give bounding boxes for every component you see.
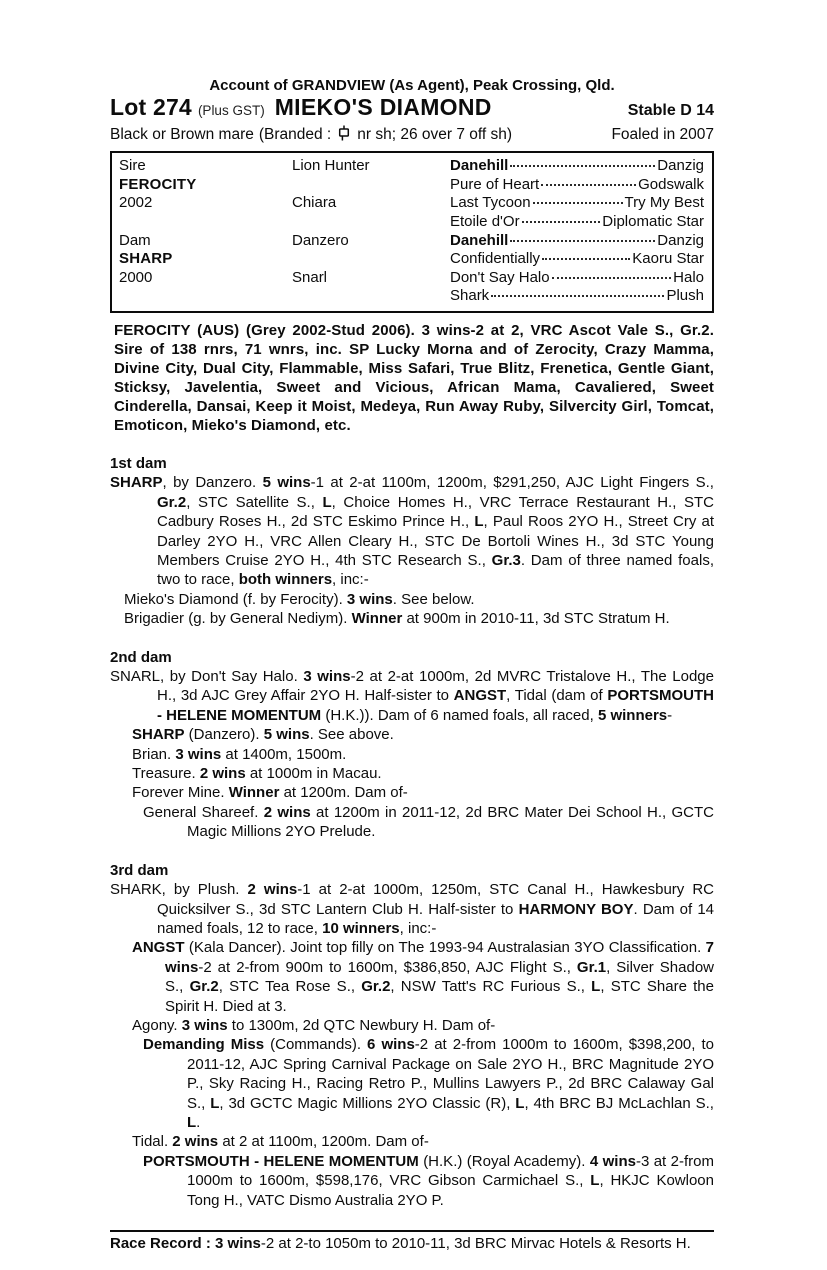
pedigree-paragraph: PORTSMOUTH - HELENE MOMENTUM (H.K.) (Royal Academy). 4 wins-3 at 2-from 1000m to 1600m, $598,176, VRC Gibson Carmichael S., L, HKJC Kowloon Tong H., VATC Dismo Australia 2YO P. (143, 1152, 714, 1209)
pedigree-generation1-cell (119, 287, 292, 306)
pedigree-generation1-cell: Sire (119, 157, 146, 175)
ancestor-sire-name: Godswalk (638, 175, 704, 193)
pedigree-generation2-cell: Snarl (292, 268, 328, 286)
pedigree-generation3-cell (450, 287, 704, 306)
pedigree-generation3-cell (450, 269, 704, 288)
pedigree-generation1-cell: SHARP (119, 250, 173, 268)
ancestor-sire-name: Danzig (657, 157, 704, 175)
ancestor-name: Confidentially (450, 250, 541, 268)
ancestor-sire-name: Danzig (657, 231, 704, 249)
description-row (110, 123, 714, 144)
ancestor-name: Don't Say Halo (450, 268, 550, 286)
pedigree-generation2-cell: Lion Hunter (292, 157, 370, 175)
sire-summary-paragraph: FEROCITY (AUS) (Grey 2002-Stud 2006). 3 wins-2 at 2, VRC Ascot Vale S., Gr.2. Sire of 138 rnrs, 71 wnrs, inc. SP Lucky Morna and of Zerocity, Crazy Mamma, Divine City, Dual City, Flammable, Miss Safari, True Blitz, Frenetica, Gentle Giant, Sticksy, Javelentia, Sweet and Vicious, African Mama, Cavaliered, Sweet Cinderella, Dansai, Keep it Moist, Medeya, Run Away Ruby, Silvercity Girl, Tomcat, Emoticon, Mieko's Diamond, etc. (114, 321, 714, 434)
pedigree-paragraph: Brian. 3 wins at 1400m, 1500m. (132, 745, 347, 763)
dam-section (110, 648, 714, 842)
pedigree-generation2-cell: Danzero (292, 231, 349, 249)
pedigree-paragraph: ANGST (Kala Dancer). Joint top filly on The 1993-94 Australasian 3YO Classification. 7 wins-2 at 2-from 900m to 1600m, $386,850, AJC Flight S., Gr.1, Silver Shadow S., Gr.2, STC Tea Rose S., Gr.2, NSW Tatt's RC Furious S., L, STC Share the Spirit H. Died at 3. (132, 939, 715, 1015)
ancestor-name: Last Tycoon (450, 194, 531, 212)
pedigree-generation1-cell: FEROCITY (119, 175, 197, 193)
catalog-page (110, 0, 714, 1253)
ancestor-sire-name: Plush (666, 287, 704, 305)
ancestor-sire-name: Try My Best (624, 194, 704, 212)
horse-description (110, 123, 512, 144)
dam-section-heading: 3rd dam (110, 861, 169, 879)
pedigree-table (119, 157, 704, 306)
pedigree-generation3-cell (450, 232, 704, 251)
pedigree-generation1-cell: 2002 (119, 194, 153, 212)
dam-section-heading: 2nd dam (110, 648, 172, 666)
dam-sections (110, 454, 714, 1210)
sire-summary (110, 321, 714, 435)
pedigree-paragraph: Tidal. 2 wins at 2 at 1100m, 1200m. Dam of- (132, 1133, 429, 1151)
dotted-leader (542, 258, 630, 260)
ancestor-name: Danehill (450, 157, 509, 175)
dotted-leader (522, 221, 601, 223)
pedigree-paragraph: General Shareef. 2 wins at 1200m in 2011-12, 2d BRC Mater Dei School H., GCTC Magic Millions 2YO Prelude. (143, 803, 714, 841)
gst-note: (Plus GST) (197, 103, 265, 119)
pedigree-paragraph: SHARK, by Plush. 2 wins-1 at 2-at 1000m, 1250m, STC Canal H., Hawkesbury RC Quicksilver S., 3d STC Lantern Club H. Half-sister to HARMONY BOY. Dam of 14 named foals, 12 to race, 10 winners, inc:- (110, 881, 715, 937)
pedigree-generation2-cell (292, 176, 450, 195)
pedigree-generation1-cell (119, 213, 292, 232)
dotted-leader (510, 240, 655, 242)
horse-name: MIEKO'S DIAMOND (274, 94, 492, 121)
pedigree-paragraph: SHARP (Danzero). 5 wins. See above. (132, 726, 394, 744)
pedigree-paragraph: Brigadier (g. by General Nediym). Winner at 900m in 2010-11, 3d STC Stratum H. (124, 610, 670, 628)
pedigree-generation2-cell (292, 287, 450, 306)
dotted-leader (552, 277, 672, 279)
pedigree-generation3-cell (450, 213, 704, 232)
pedigree-generation1-cell: Dam (119, 231, 151, 249)
ancestor-sire-name: Diplomatic Star (602, 213, 704, 230)
dotted-leader (533, 202, 623, 204)
pedigree-box (110, 151, 714, 313)
color-sex-text: Black or Brown mare (110, 125, 254, 143)
pedigree-generation3-cell (450, 157, 704, 176)
horse-brand-icon (338, 125, 350, 146)
lot-number: Lot 274 (110, 94, 192, 121)
pedigree-paragraph: SHARP, by Danzero. 5 wins-1 at 2-at 1100m, 1200m, $291,250, AJC Light Fingers S., Gr.2, STC Satellite S., L, Choice Homes H., VRC Terrace Restaurant H., STC Cadbury Roses H., 2d STC Eskimo Prince H., L, Paul Roos 2YO H., Street Cry at Darley 2YO H., VRC Allen Cleary H., STC De Bortoli Wines H., 3d STC Young Members Cruise 2YO H., 4th STC Research S., Gr.3. Dam of three named foals, two to race, both winners, inc:- (110, 474, 714, 589)
ancestor-sire-name: Halo (673, 268, 704, 286)
dam-section (110, 861, 714, 1210)
brand-suffix: nr sh; 26 over 7 off sh) (357, 125, 513, 143)
race-record-divider (110, 1230, 714, 1232)
pedigree-generation3-cell (450, 176, 704, 195)
ancestor-name: Shark (450, 287, 490, 305)
account-line: Account of GRANDVIEW (As Agent), Peak Crossing, Qld. (209, 77, 615, 94)
pedigree-generation2-cell: Chiara (292, 194, 337, 212)
dotted-leader (541, 184, 636, 186)
pedigree-paragraph: Agony. 3 wins to 1300m, 2d QTC Newbury H. Dam of- (132, 1016, 496, 1034)
dam-section-heading: 1st dam (110, 454, 167, 472)
pedigree-generation2-cell (292, 250, 450, 269)
race-record-paragraph: Race Record : 3 wins-2 at 2-to 1050m to 2010-11, 3d BRC Mirvac Hotels & Resorts H. (110, 1235, 691, 1252)
dam-section (110, 454, 714, 629)
ancestor-sire-name: Kaoru Star (632, 250, 704, 268)
pedigree-generation2-cell (292, 213, 450, 232)
stable-label: Stable D 14 (627, 102, 714, 120)
pedigree-paragraph: SNARL, by Don't Say Halo. 3 wins-2 at 2-at 1000m, 2d MVRC Tristalove H., The Lodge H., 3d AJC Grey Affair 2YO H. Half-sister to ANGST, Tidal (dam of PORTSMOUTH - HELENE MOMENTUM (H.K.)). Dam of 6 named foals, all raced, 5 winners- (110, 668, 714, 724)
lot-header-row (110, 94, 714, 121)
pedigree-paragraph: Mieko's Diamond (f. by Ferocity). 3 wins. See below. (124, 590, 475, 608)
foaled-label: Foaled in 2007 (611, 125, 714, 143)
ancestor-name: Etoile d'Or (450, 213, 520, 230)
brand-prefix: (Branded : (258, 125, 332, 143)
ancestor-name: Danehill (450, 231, 509, 249)
ancestor-name: Pure of Heart (450, 175, 540, 193)
pedigree-generation3-cell (450, 194, 704, 213)
pedigree-generation1-cell: 2000 (119, 268, 153, 286)
pedigree-paragraph: Demanding Miss (Commands). 6 wins-2 at 2-from 1000m to 1600m, $398,200, to 2011-12, AJC Spring Carnival Package on Sale 2YO H., BRC Magnitude 2YO P., Sky Racing H., Racing Retro P., Mullins Lawyers P., 2d BRC Calaway Gal S., L, 3d GCTC Magic Millions 2YO Classic (R), L, 4th BRC BJ McLachlan S., L. (143, 1036, 715, 1131)
pedigree-paragraph: Treasure. 2 wins at 1000m in Macau. (132, 765, 382, 783)
pedigree-generation3-cell (450, 250, 704, 269)
dotted-leader (491, 295, 664, 297)
pedigree-paragraph: Forever Mine. Winner at 1200m. Dam of- (132, 784, 408, 802)
dotted-leader (510, 165, 655, 167)
